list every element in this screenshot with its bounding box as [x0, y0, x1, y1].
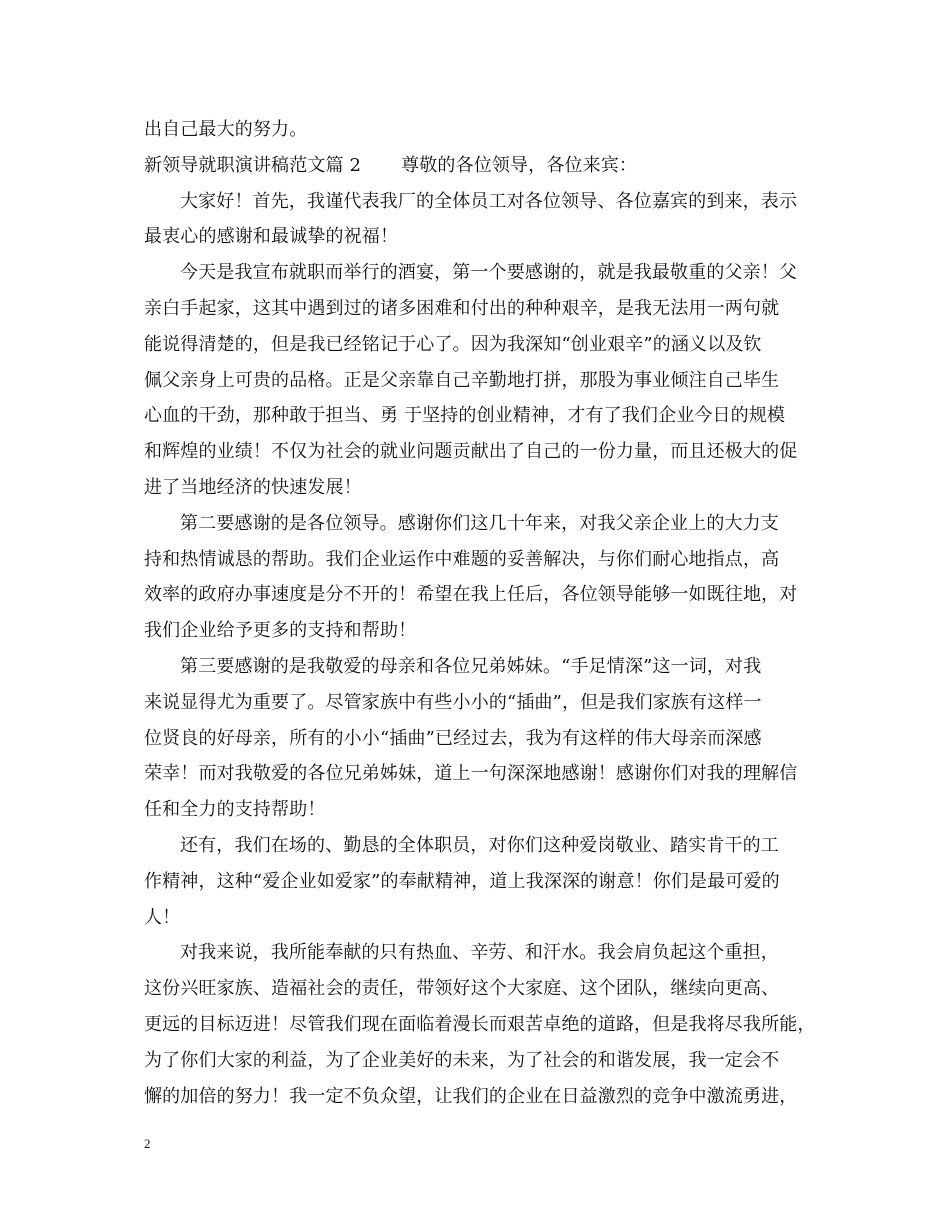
page-number: 2 — [144, 1136, 151, 1151]
text-line: 来说显得尤为重要了。尽管家族中有些小小的“插曲”，但是我们家族有这样一 — [144, 691, 762, 713]
text-line: 出自己最大的努力。 — [144, 119, 308, 140]
paragraph-start-line: 大家好！首先，我谨代表我厂的全体员工对各位领导、各位嘉宾的到来，表示 — [180, 190, 798, 212]
document-body — [144, 112, 816, 1114]
text-line: 和辉煌的业绩！不仅为社会的就业问题贡献出了自己的一份力量，而且还极大的促 — [144, 441, 798, 463]
text-line: 我们企业给予更多的支持和帮助！ — [144, 620, 417, 642]
paragraph-start-line: 还有，我们在场的、勤恳的全体职员，对你们这种爱岗敬业、踏实肯干的工 — [180, 834, 779, 856]
text-line: 进了当地经济的快速发展！ — [144, 476, 362, 498]
text-line: 效率的政府办事速度是分不开的！希望在我上任后，各位领导能够一如既往地，对 — [144, 584, 798, 606]
paragraph-start-line: 今天是我宣布就职而举行的酒宴，第一个要感谢的，就是我最敬重的父亲！父 — [180, 262, 798, 284]
text-line: 懈的加倍的努力！我一定不负众望，让我们的企业在日益激烈的竞争中激流勇进， — [144, 1085, 798, 1107]
text-line: 为了你们大家的利益，为了企业美好的未来，为了社会的和谐发展，我一定会不 — [144, 1049, 780, 1071]
text-line: 作精神，这种“爱企业如爱家”的奉献精神，道上我深深的谢意！你们是最可爱的 — [144, 870, 780, 892]
paragraph-start-line: 对我来说，我所能奉献的只有热血、辛劳、和汗水。我会肩负起这个重担， — [180, 942, 779, 964]
text-line: 持和热情诚恳的帮助。我们企业运作中难题的妥善解决，与你们耐心地指点，高 — [144, 548, 780, 570]
article-heading-line — [144, 148, 812, 184]
text-line: 心血的干劲，那种敢于担当、勇 于坚持的创业精神，才有了我们企业今日的规模 — [144, 405, 786, 427]
paragraph-start-line: 第三要感谢的是我敬爱的母亲和各位兄弟姊妹。“手足情深”这一词，对我 — [180, 655, 762, 677]
text-line: 荣幸！而对我敬爱的各位兄弟姊妹，道上一句深深地感谢！感谢你们对我的理解信 — [144, 763, 798, 785]
text-line: 更远的目标迈进！尽管我们现在面临着漫长而艰苦卓绝的道路，但是我将尽我所能， — [144, 1013, 816, 1035]
article-title: 新领导就职演讲稿范文篇 2 — [144, 154, 362, 176]
text-line: 最衷心的感谢和最诚挚的祝福！ — [144, 226, 399, 248]
text-line: 这份兴旺家族、造福社会的责任，带领好这个大家庭、这个团队，继续向更高、 — [144, 978, 780, 1000]
salutation: 尊敬的各位领导，各位来宾： — [401, 154, 638, 176]
text-line: 能说得清楚的，但是我已经铭记于心了。因为我深知“创业艰辛”的涵义以及钦 — [144, 333, 762, 355]
text-line: 位贤良的好母亲，所有的小小“插曲”已经过去，我为有这样的伟大母亲而深感 — [144, 727, 762, 749]
text-line: 任和全力的支持帮助！ — [144, 799, 326, 821]
paragraph-start-line: 第二要感谢的是各位领导。感谢你们这几十年来，对我父亲企业上的大力支 — [180, 512, 779, 534]
text-line: 亲白手起家，这其中遇到过的诸多困难和付出的种种艰辛，是我无法用一两句就 — [144, 297, 780, 319]
text-line: 人！ — [144, 906, 181, 928]
text-line: 佩父亲身上可贵的品格。正是父亲靠自己辛勤地打拼，那股为事业倾注自己毕生 — [144, 369, 780, 391]
